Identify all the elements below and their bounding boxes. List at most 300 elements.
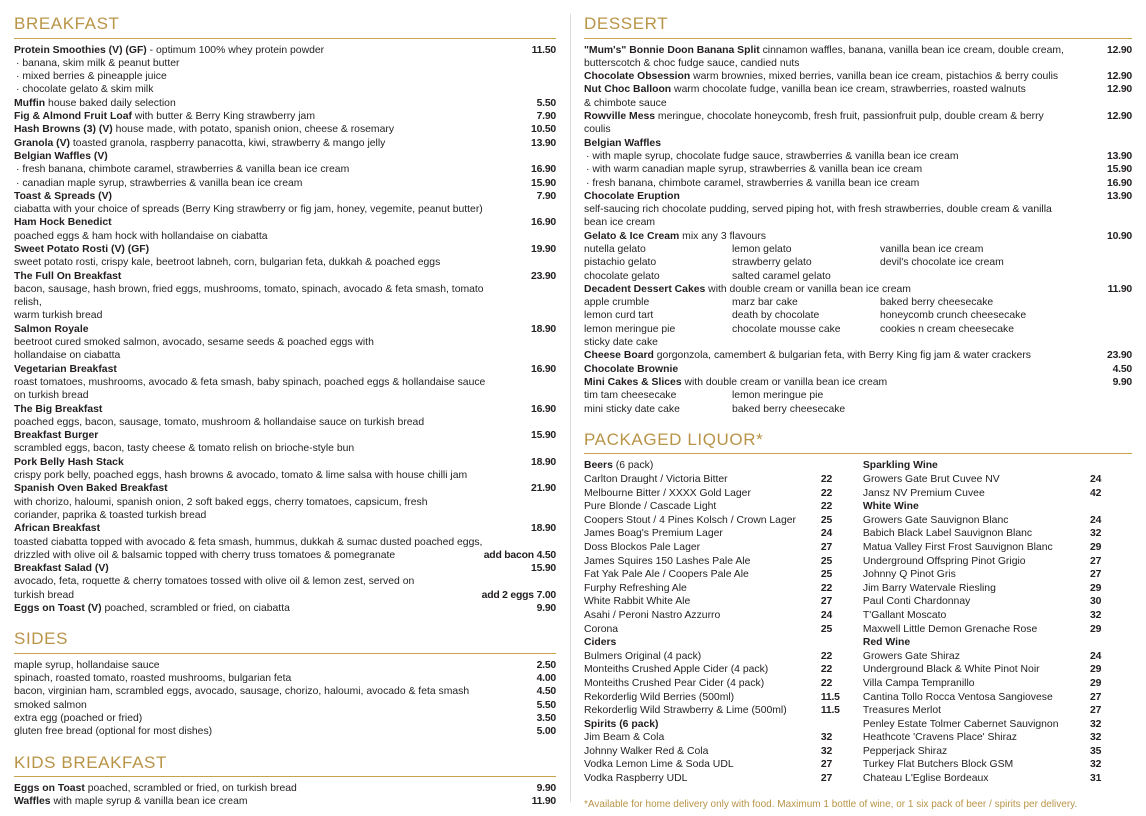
liquor-item-row — [584, 623, 863, 637]
menu-item-name: Belgian Waffles (V) — [14, 150, 108, 162]
menu-item-row — [14, 376, 556, 389]
liquor-item-name: Growers Gate Sauvignon Blanc — [862, 514, 1009, 526]
menu-item-description: with double cream or vanilla bean ice cream — [681, 376, 888, 388]
liquor-item-name: Johnny Walker Red & Cola — [584, 745, 709, 757]
liquor-item-row — [584, 731, 863, 745]
menu-item-text — [14, 522, 500, 535]
liquor-item-row — [863, 473, 1132, 487]
menu-item-description: coriander, paprika & toasted turkish bread — [14, 509, 207, 521]
menu-item-description: scrambled eggs, bacon, tasty cheese & tomato relish on brioche-style bun — [14, 443, 355, 455]
menu-item-row — [14, 323, 556, 336]
menu-item-text — [14, 336, 500, 349]
menu-item-text — [14, 712, 500, 725]
liquor-item-name: Bulmers Original (4 pack) — [584, 650, 702, 662]
menu-item-description: with double cream or vanilla bean ice cream — [705, 283, 911, 295]
liquor-item-name: Underground Offspring Pinot Grigio — [862, 555, 1026, 567]
liquor-item-price: 27 — [1090, 691, 1102, 703]
liquor-item-row — [584, 745, 863, 759]
liquor-item-price: 32 — [1090, 718, 1102, 730]
dessert-item-list — [584, 44, 1132, 416]
menu-item-text — [14, 403, 500, 416]
menu-item-text — [14, 363, 500, 376]
liquor-item-price: 30 — [1090, 596, 1102, 608]
flavour-option: vanilla bean ice cream — [880, 244, 984, 255]
menu-item-row — [14, 309, 556, 322]
flavour-option: death by chocolate — [732, 310, 820, 322]
liquor-item-row — [584, 663, 863, 677]
menu-item-row — [14, 270, 556, 283]
liquor-item-price: 22 — [820, 650, 833, 662]
menu-item-row — [14, 230, 556, 243]
menu-item-text — [14, 659, 500, 672]
menu-item-text — [14, 672, 500, 685]
flavour-option: marz bar cake — [732, 297, 798, 309]
menu-item-row — [584, 97, 1132, 110]
menu-item-text — [14, 323, 500, 336]
menu-item-row — [14, 509, 556, 522]
menu-item-description: with maple syrup & vanilla bean ice cream — [50, 796, 248, 808]
menu-item-name: Breakfast Burger — [14, 430, 99, 442]
liquor-item-name: Penley Estate Tolmer Cabernet Sauvignon — [862, 718, 1059, 730]
menu-item-row — [584, 177, 1132, 190]
menu-item-text — [14, 782, 500, 795]
menu-item-row — [14, 216, 556, 229]
menu-item-description: - optimum 100% whey protein powder — [146, 44, 325, 56]
menu-item-row — [584, 216, 1132, 229]
menu-item-price: 13.90 — [1106, 150, 1132, 162]
liquor-item-price: 24 — [820, 609, 833, 621]
liquor-item-price: 32 — [820, 732, 833, 744]
flavour-grid-row — [584, 336, 1132, 349]
liquor-subheading: Spirits (6 pack) — [584, 718, 659, 730]
menu-item-row — [14, 403, 556, 416]
liquor-item-name: Fat Yak Pale Ale / Coopers Pale Ale — [584, 569, 749, 581]
liquor-item-price: 22 — [820, 474, 833, 485]
liquor-item-row — [584, 609, 863, 623]
section-heading-packaged-liquor: PACKAGED LIQUOR* — [584, 430, 1132, 455]
menu-item-row — [14, 699, 556, 712]
menu-item-description: poached, scrambled or fried, on ciabatta — [101, 603, 290, 615]
flavour-grid-row — [584, 270, 1132, 283]
liquor-item-row — [863, 691, 1132, 705]
menu-item-text — [584, 216, 1076, 229]
left-column — [0, 0, 570, 816]
menu-item-name: Chocolate Eruption — [584, 190, 680, 202]
menu-item-row — [14, 97, 556, 110]
menu-item-row — [584, 44, 1132, 57]
liquor-item-row — [584, 487, 863, 501]
menu-item-row — [14, 496, 556, 509]
menu-item-text — [14, 795, 500, 808]
liquor-item-name: Asahi / Peroni Nastro Azzurro — [584, 609, 721, 621]
liquor-item-price: 32 — [1090, 528, 1102, 540]
liquor-item-row — [863, 650, 1132, 664]
liquor-item-name: Matua Valley First Frost Sauvignon Blanc — [862, 541, 1053, 553]
liquor-item-row — [584, 650, 863, 664]
menu-item-price: 4.50 — [536, 686, 556, 698]
menu-item-description: on turkish bread — [14, 390, 89, 402]
menu-item-description: warm turkish bread — [14, 310, 103, 322]
menu-item-text — [584, 137, 1076, 150]
menu-item-row — [14, 137, 556, 150]
menu-item-price: 7.90 — [536, 111, 556, 123]
liquor-item-price — [821, 636, 863, 650]
sides-item-list — [14, 659, 556, 739]
menu-item-text — [584, 363, 1076, 376]
menu-item-text — [14, 163, 500, 176]
menu-item-description: poached eggs & ham hock with hollandaise on ciabatta — [14, 230, 268, 242]
liquor-item-name: James Boag's Premium Lager — [584, 528, 723, 540]
menu-item-text — [14, 469, 500, 482]
liquor-item-name: Rekorderlig Wild Strawberry & Lime (500ml) — [584, 705, 787, 717]
menu-item-text — [584, 349, 1076, 362]
menu-item-text — [14, 536, 500, 549]
menu-item-price: 15.90 — [1106, 164, 1132, 176]
menu-item-row — [584, 230, 1132, 243]
liquor-item-row — [863, 582, 1132, 596]
menu-item-row — [584, 203, 1132, 216]
breakfast-item-list — [14, 44, 556, 616]
liquor-item-price: 29 — [1090, 677, 1102, 689]
flavour-grid-row — [584, 243, 1132, 256]
menu-item-row — [14, 123, 556, 136]
menu-item-price: 3.50 — [536, 713, 556, 725]
menu-item-row — [584, 376, 1132, 389]
menu-item-price: 19.90 — [530, 244, 556, 255]
menu-item-row — [14, 602, 556, 615]
menu-item-description: smoked salmon — [14, 699, 87, 711]
menu-item-price: 15.90 — [530, 563, 556, 575]
liquor-item-row — [863, 487, 1132, 501]
liquor-item-price: 32 — [820, 745, 833, 757]
menu-item-price: 12.90 — [1106, 44, 1132, 56]
liquor-item-row — [584, 595, 863, 609]
menu-item-name: Protein Smoothies (V) (GF) — [14, 44, 147, 56]
menu-item-row — [14, 177, 556, 190]
liquor-item-price — [821, 718, 863, 732]
liquor-item-row — [863, 609, 1132, 623]
liquor-subheading: White Wine — [862, 501, 919, 513]
menu-item-text — [14, 177, 500, 190]
menu-item-price: 5.00 — [536, 726, 556, 738]
flavour-option: baked berry cheesecake — [732, 403, 846, 415]
menu-item-row — [14, 243, 556, 256]
menu-item-description: warm brownies, mixed berries, vanilla bean ice cream, pistachios & berry coulis — [690, 71, 1059, 83]
menu-item-description: poached eggs, bacon, sausage, tomato, mushroom & hollandaise sauce on turkish bread — [14, 416, 425, 428]
menu-item-row — [14, 83, 556, 96]
menu-item-row — [14, 203, 556, 216]
liquor-subheading-row — [584, 718, 863, 732]
liquor-item-price: 22 — [820, 501, 833, 513]
liquor-item-row — [584, 473, 863, 487]
liquor-item-row — [584, 514, 863, 528]
flavour-option: cookies n cream cheesecake — [880, 323, 1014, 335]
liquor-item-price: 11.5 — [820, 691, 840, 703]
menu-item-name: Chocolate Obsession — [584, 71, 691, 83]
liquor-item-price: 24 — [1090, 514, 1102, 526]
menu-item-row — [14, 110, 556, 123]
menu-item-description: avocado, feta, roquette & cherry tomatoes tossed with olive oil & lemon zest, served on — [14, 576, 415, 588]
menu-item-description: maple syrup, hollandaise sauce — [14, 659, 160, 671]
menu-item-price: 4.00 — [536, 673, 556, 685]
menu-item-description: house made, with potato, spanish onion, cheese & rosemary — [112, 124, 395, 136]
flavour-grid-row — [584, 403, 1132, 416]
liquor-item-row — [863, 555, 1132, 569]
menu-item-description: butterscotch & choc fudge sauce, candied nuts — [584, 57, 800, 69]
menu-item-row — [584, 150, 1132, 163]
menu-item-text — [14, 83, 500, 96]
menu-item-text — [14, 216, 500, 229]
menu-item-text — [14, 575, 500, 588]
section-heading-kids-breakfast: KIDS BREAKFAST — [14, 753, 556, 778]
menu-item-text — [14, 562, 500, 575]
menu-item-text — [14, 110, 500, 123]
liquor-item-row — [863, 663, 1132, 677]
menu-item-description: toasted ciabatta topped with avocado & feta smash, hummus, dukkah & sumac dusted poached eggs, — [14, 536, 483, 548]
menu-item-description: ciabatta with your choice of spreads (Berry King strawberry or fig jam, honey, vegemite, peanut butter) — [14, 204, 483, 216]
menu-item-variant: · banana, skim milk & peanut butter — [16, 57, 180, 69]
liquor-item-price: 42 — [1090, 487, 1102, 499]
menu-item-row — [14, 589, 556, 602]
menu-item-price: 15.90 — [530, 430, 556, 442]
menu-item-variant: · fresh banana, chimbote caramel, strawberries & vanilla bean ice cream — [586, 177, 920, 189]
menu-item-description: cinnamon waffles, banana, vanilla bean ice cream, double cream, — [759, 44, 1064, 56]
menu-item-name: Chocolate Brownie — [584, 363, 679, 375]
menu-item-description: warm chocolate fudge, vanilla bean ice cream, strawberries, roasted walnuts — [671, 84, 1026, 96]
menu-item-text — [584, 190, 1076, 203]
menu-item-text — [584, 44, 1076, 57]
liquor-item-row — [584, 677, 863, 691]
menu-item-text — [14, 123, 500, 136]
menu-item-name: Waffles — [14, 796, 51, 808]
menu-item-name: Toast & Spreads (V) — [14, 190, 112, 202]
menu-item-price: 7.90 — [536, 190, 556, 202]
menu-item-description: roast tomatoes, mushrooms, avocado & feta smash, baby spinach, poached eggs & hollandaise sauce — [14, 376, 486, 388]
liquor-item-row — [863, 758, 1132, 772]
menu-item-price: 13.90 — [530, 137, 556, 149]
menu-item-name: Eggs on Toast — [14, 783, 85, 795]
flavour-option: lemon meringue pie — [584, 323, 676, 335]
liquor-item-price — [1090, 500, 1132, 514]
liquor-item-row — [863, 527, 1132, 541]
flavour-option: pistachio gelato — [584, 257, 657, 269]
menu-item-price: 18.90 — [530, 323, 556, 335]
menu-item-description: beetroot cured smoked salmon, avocado, sesame seeds & poached eggs with — [14, 337, 374, 349]
liquor-item-row — [863, 745, 1132, 759]
liquor-item-row — [863, 568, 1132, 582]
menu-item-name: Gelato & Ice Cream — [584, 230, 680, 242]
menu-item-row — [14, 575, 556, 588]
liquor-item-price: 27 — [1090, 705, 1102, 717]
menu-item-price: 18.90 — [530, 456, 556, 468]
liquor-subheading-row — [863, 636, 1132, 650]
liquor-item-row — [584, 568, 863, 582]
menu-item-row — [14, 672, 556, 685]
flavour-option: sticky date cake — [584, 337, 658, 349]
menu-item-row — [14, 659, 556, 672]
liquor-item-name: Monteiths Crushed Apple Cider (4 pack) — [584, 664, 769, 676]
liquor-item-price: 24 — [820, 528, 833, 540]
menu-item-description: house baked daily selection — [45, 97, 176, 109]
menu-item-row — [14, 349, 556, 362]
menu-item-text — [584, 110, 1076, 137]
menu-item-price: 13.90 — [1106, 190, 1132, 202]
liquor-item-name: Melbourne Bitter / XXXX Gold Lager — [584, 487, 751, 499]
menu-item-text — [584, 163, 1076, 176]
menu-item-price: 16.90 — [1106, 177, 1132, 189]
liquor-item-price: 35 — [1090, 745, 1102, 757]
liquor-footnote: *Available for home delivery only with food. Maximum 1 bottle of wine, or 1 six pack of beer / spirits per delivery. — [584, 798, 1078, 810]
liquor-item-price — [821, 459, 863, 473]
liquor-subheading-row — [584, 459, 863, 473]
menu-item-name: The Big Breakfast — [14, 403, 103, 415]
menu-item-text — [584, 230, 1076, 243]
liquor-item-row — [584, 691, 863, 705]
menu-item-row — [14, 44, 556, 57]
liquor-item-name: T'Gallant Moscato — [862, 609, 947, 621]
menu-item-description: hollandaise on ciabatta — [14, 350, 121, 362]
menu-item-price: 10.90 — [1106, 230, 1132, 242]
liquor-item-name: Monteiths Crushed Pear Cider (4 pack) — [584, 677, 765, 689]
liquor-subheading-row — [863, 459, 1132, 473]
menu-item-name: Breakfast Salad (V) — [14, 563, 109, 575]
flavour-option: lemon meringue pie — [732, 390, 824, 402]
liquor-item-row — [584, 772, 863, 786]
menu-item-description: bacon, virginian ham, scrambled eggs, avocado, sausage, chorizo, haloumi, avocado & feta smash — [14, 686, 470, 698]
menu-item-text — [14, 376, 500, 389]
menu-item-text — [14, 44, 500, 57]
menu-item-name: Salmon Royale — [14, 323, 89, 335]
liquor-item-price: 22 — [820, 487, 833, 499]
section-heading-breakfast: BREAKFAST — [14, 14, 556, 39]
liquor-item-name: Jim Beam & Cola — [584, 732, 665, 744]
menu-item-row — [14, 536, 556, 549]
menu-item-row — [584, 190, 1132, 203]
menu-item-name: Spanish Oven Baked Breakfast — [14, 483, 168, 495]
menu-item-name: Decadent Dessert Cakes — [584, 283, 706, 295]
menu-item-price: 23.90 — [1106, 350, 1132, 362]
menu-item-description: spinach, roasted tomato, roasted mushrooms, bulgarian feta — [14, 673, 292, 685]
menu-item-row — [584, 70, 1132, 83]
liquor-right-column — [863, 459, 1132, 785]
flavour-grid-row — [584, 309, 1132, 322]
liquor-item-name: Jansz NV Premium Cuvee — [862, 487, 985, 499]
liquor-item-name: Rekorderlig Wild Berries (500ml) — [584, 691, 735, 703]
menu-item-text — [584, 150, 1076, 163]
menu-item-price: 9.90 — [536, 603, 556, 615]
menu-item-name: Sweet Potato Rosti (V) (GF) — [14, 244, 150, 255]
liquor-item-row — [584, 582, 863, 596]
menu-item-name: Nut Choc Balloon — [584, 84, 672, 96]
flavour-option: chocolate mousse cake — [732, 323, 841, 335]
menu-item-row — [14, 190, 556, 203]
menu-item-variant: · fresh banana, chimbote caramel, strawberries & vanilla bean ice cream — [16, 164, 350, 176]
menu-item-row — [584, 363, 1132, 376]
menu-item-description: crispy pork belly, poached eggs, hash browns & avocado, tomato & lime salsa with house chilli jam — [14, 470, 468, 482]
liquor-item-row — [863, 731, 1132, 745]
liquor-item-price: 27 — [820, 759, 833, 771]
liquor-subheading-row — [584, 636, 863, 650]
section-heading-sides: SIDES — [14, 629, 556, 654]
liquor-item-name: Maxwell Little Demon Grenache Rose — [862, 623, 1038, 635]
liquor-item-name: Chateau L'Eglise Bordeaux — [862, 773, 989, 785]
liquor-item-name: Jim Barry Watervale Riesling — [862, 582, 996, 594]
menu-item-price: 12.90 — [1106, 111, 1132, 123]
menu-item-description: drizzled with olive oil & balsamic topped with cherry truss tomatoes & pomegranate — [14, 549, 396, 561]
menu-item-row — [14, 469, 556, 482]
liquor-item-name: Underground Black & White Pinot Noir — [862, 664, 1040, 676]
liquor-item-row — [584, 758, 863, 772]
flavour-option: nutella gelato — [584, 244, 646, 255]
menu-item-price: 9.90 — [1112, 376, 1132, 388]
liquor-item-price: 22 — [820, 677, 833, 689]
menu-item-row — [14, 363, 556, 376]
liquor-item-name: Coopers Stout / 4 Pines Kolsch / Crown Lager — [584, 514, 796, 526]
menu-item-text — [584, 70, 1076, 83]
menu-item-description: gorgonzola, camembert & bulgarian feta, with Berry King fig jam & water crackers — [653, 350, 1031, 362]
liquor-item-price: 24 — [1090, 650, 1102, 662]
liquor-item-name: Furphy Refreshing Ale — [584, 582, 687, 594]
liquor-item-row — [584, 527, 863, 541]
menu-item-description: & chimbote sauce — [584, 97, 667, 109]
menu-item-row — [14, 389, 556, 402]
menu-item-description: poached, scrambled or fried, on turkish bread — [84, 783, 297, 795]
liquor-item-row — [863, 595, 1132, 609]
liquor-item-price: 25 — [820, 514, 833, 526]
menu-item-text — [14, 509, 500, 522]
flavour-option — [732, 336, 880, 349]
liquor-item-price: 29 — [1090, 541, 1102, 553]
menu-item-name: Rowville Mess — [584, 111, 656, 123]
flavour-option: mini sticky date cake — [584, 403, 680, 415]
liquor-subheading: Ciders — [584, 637, 617, 649]
menu-item-row — [14, 685, 556, 698]
menu-item-price: 12.90 — [1106, 71, 1132, 83]
menu-item-text — [584, 57, 1076, 70]
menu-item-text — [14, 349, 500, 362]
liquor-item-name: Vodka Raspberry UDL — [584, 773, 688, 785]
liquor-item-price: 25 — [820, 623, 833, 635]
menu-item-row — [584, 110, 1132, 137]
menu-item-text — [584, 83, 1076, 96]
menu-item-name: Muffin — [14, 97, 46, 109]
menu-item-row — [584, 137, 1132, 150]
liquor-item-name: Growers Gate Shiraz — [862, 650, 960, 662]
menu-item-text — [14, 190, 500, 203]
menu-item-price: 5.50 — [536, 699, 556, 711]
liquor-subheading-row — [863, 500, 1132, 514]
flavour-option: devil's chocolate ice cream — [880, 257, 1004, 269]
menu-item-row — [584, 283, 1132, 296]
menu-item-price: 5.50 — [536, 97, 556, 109]
menu-item-text — [584, 203, 1076, 216]
liquor-item-name: Cantina Tollo Rocca Ventosa Sangiovese — [862, 691, 1053, 703]
menu-item-price: 12.90 — [1106, 84, 1132, 96]
menu-item-text — [14, 97, 500, 110]
kids-item-list — [14, 782, 556, 809]
flavour-grid-row — [584, 256, 1132, 269]
liquor-item-name: Doss Blockos Pale Lager — [584, 541, 701, 553]
menu-item-row — [14, 283, 556, 310]
flavour-option: lemon gelato — [732, 244, 792, 255]
menu-item-variant: · with maple syrup, chocolate fudge sauce, strawberries & vanilla bean ice cream — [586, 150, 959, 162]
flavour-option: apple crumble — [584, 297, 650, 309]
flavour-option: lemon curd tart — [584, 310, 654, 322]
liquor-item-row — [584, 704, 863, 718]
menu-item-variant: · mixed berries & pineapple juice — [16, 71, 167, 83]
menu-item-text — [14, 685, 500, 698]
menu-item-description: bean ice cream — [584, 217, 656, 229]
